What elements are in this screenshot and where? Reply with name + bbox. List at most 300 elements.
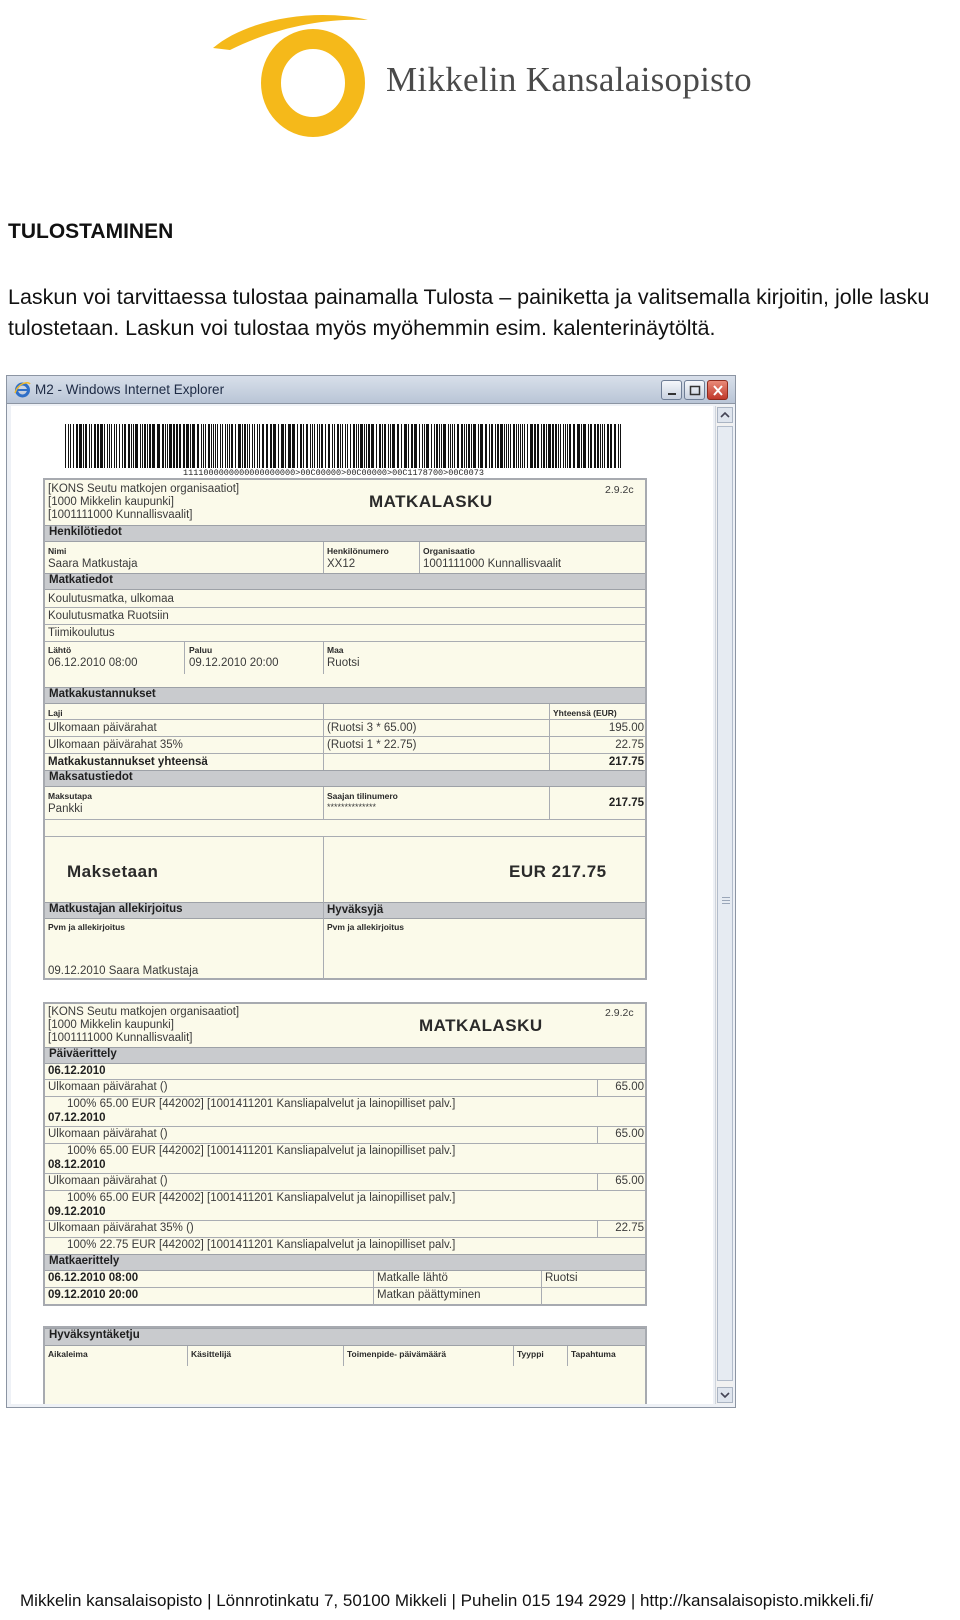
logo-text: Mikkelin Kansalaisopisto (386, 60, 752, 99)
approval-column: Aikaleima (48, 1349, 88, 1359)
barcode-bar (379, 424, 381, 468)
barcode-bar (149, 424, 151, 468)
cost-sum-value: 217.75 (608, 756, 644, 768)
barcode-bar (100, 424, 103, 468)
day-detail: 100% 65.00 EUR [442002] [1001411201 Kansliapalvelut ja lainopilliset palv.] (67, 1192, 456, 1204)
barcode-bar (176, 424, 178, 468)
barcode-bar (306, 424, 308, 468)
barcode-bar (439, 424, 440, 468)
barcode-bar (332, 424, 333, 468)
barcode-bar (65, 424, 66, 468)
barcode-bar (281, 424, 284, 468)
approval-column: Tyyppi (517, 1349, 544, 1359)
day-date: 09.12.2010 (48, 1206, 106, 1218)
barcode-bar (552, 424, 554, 468)
barcode-bar (247, 424, 248, 468)
barcode-bar (620, 424, 621, 468)
barcode-bar (169, 424, 172, 468)
org-line: [1000 Mikkelin kaupunki] (48, 1019, 174, 1031)
minimize-button[interactable] (661, 380, 682, 400)
maximize-icon (688, 384, 702, 397)
section-title: TULOSTAMINEN (8, 220, 174, 243)
barcode-bar (411, 424, 413, 468)
barcode-bar (249, 424, 250, 468)
barcode-bar (190, 424, 191, 468)
barcode-bar (167, 424, 168, 468)
depart-value: 06.12.2010 08:00 (48, 657, 138, 669)
barcode-bar (314, 424, 315, 468)
section-daily: Päiväerittely (45, 1047, 645, 1064)
country-label: Maa (327, 645, 344, 655)
payment-amount: 217.75 (608, 797, 644, 809)
maximize-button[interactable] (684, 380, 705, 400)
traveller-signature-heading: Matkustajan allekirjoitus (49, 903, 183, 915)
barcode-bar (543, 424, 545, 468)
section-trip: Matkatiedot (45, 573, 645, 590)
barcode-bar (583, 424, 586, 468)
approval-column: Käsittelijä (191, 1349, 232, 1359)
barcode-bar (530, 424, 533, 468)
cost-sum-label: Matkakustannukset yhteensä (48, 756, 208, 768)
barcode-bar (508, 424, 509, 468)
barcode-bar (91, 424, 92, 468)
barcode-bar (76, 424, 78, 468)
barcode-bar (408, 424, 409, 468)
barcode-bar (426, 424, 429, 468)
barcode-text: 1111000000000000000000>00C00000>00C00000>00C1178700>00C0073 (183, 468, 484, 478)
barcode-bar (173, 424, 175, 468)
account-value: ************** (327, 802, 377, 812)
barcode-bar (441, 424, 442, 468)
depart-label: Lähtö (48, 645, 72, 655)
barcode-bar (454, 424, 455, 468)
barcode-bar (179, 424, 181, 468)
barcode-bar (600, 424, 601, 468)
barcode-bars (65, 424, 627, 468)
barcode-bar (94, 424, 96, 468)
barcode-bar (558, 424, 559, 468)
trip-event: Matkalle lähtö (377, 1272, 448, 1284)
barcode-bar (79, 424, 82, 468)
barcode-bar (337, 424, 339, 468)
barcode-bar (401, 424, 402, 468)
approver-date-sign-label: Pvm ja allekirjoitus (327, 922, 405, 932)
barcode-bar (257, 424, 258, 468)
barcode-bar (242, 424, 243, 468)
barcode-bar (128, 424, 130, 468)
barcode-bar (325, 424, 326, 468)
name-label: Nimi (48, 546, 67, 556)
barcode-bar (278, 424, 279, 468)
barcode-bar (89, 424, 90, 468)
person-number-value: XX12 (327, 558, 356, 570)
barcode-bar (448, 424, 449, 468)
barcode-bar (205, 424, 206, 468)
barcode-bar (229, 424, 230, 468)
barcode-bar (300, 424, 302, 468)
day-detail: 100% 22.75 EUR [442002] [1001411201 Kansliapalvelut ja lainopilliset palv.] (67, 1239, 456, 1251)
page-footer: Mikkelin kansalaisopisto | Lönnrotinkatu 7, 50100 Mikkeli | Puhelin 015 194 2929 | http://kansalaisopisto.mikkeli.fi/ (20, 1591, 874, 1610)
day-amount: 65.00 (615, 1175, 644, 1187)
barcode-bar (597, 424, 599, 468)
barcode-bar (68, 424, 69, 468)
barcode-bar (358, 424, 359, 468)
barcode-bar (404, 424, 407, 468)
barcode-bar (83, 424, 84, 468)
day-item: Ulkomaan päivärahat () (48, 1175, 168, 1187)
return-label: Paluu (189, 645, 213, 655)
chevron-up-icon (718, 408, 732, 422)
barcode-bar (390, 424, 391, 468)
section-personal: Henkilötiedot (45, 525, 645, 542)
barcode-bar (97, 424, 99, 468)
trip-time: 09.12.2010 20:00 (48, 1289, 139, 1301)
barcode-bar (215, 424, 216, 468)
barcode-bar (152, 424, 155, 468)
barcode-bar (366, 424, 367, 468)
logo (208, 8, 768, 138)
barcode-bar (186, 424, 189, 468)
barcode-bar (254, 424, 255, 468)
barcode-bar (183, 424, 185, 468)
day-detail: 100% 65.00 EUR [442002] [1001411201 Kansliapalvelut ja lainopilliset palv.] (67, 1145, 456, 1157)
barcode-bar (213, 424, 214, 468)
barcode-bar (614, 424, 616, 468)
barcode-bar (356, 424, 357, 468)
invoice-title: MATKALASKU (369, 492, 493, 511)
approval-heading: Hyväksyntäketju (45, 1328, 645, 1346)
barcode-bar (238, 424, 241, 468)
barcode-bar (162, 424, 164, 468)
barcode-bar (340, 424, 341, 468)
trip-line: Koulutusmatka, ulkomaa (48, 593, 174, 605)
barcode-bar (165, 424, 166, 468)
barcode-bar (452, 424, 453, 468)
browser-content (11, 406, 713, 1404)
barcode-bar (220, 424, 221, 468)
barcode-bar (328, 424, 330, 468)
barcode-bar (541, 424, 542, 468)
chevron-down-icon (718, 1388, 732, 1402)
barcode-bar (491, 424, 493, 468)
barcode-bar (504, 424, 505, 468)
barcode-bar (371, 424, 374, 468)
barcode-bar (116, 424, 117, 468)
barcode-bar (109, 424, 110, 468)
barcode-bar (573, 424, 575, 468)
barcode-bar (577, 424, 580, 468)
barcode-bar (618, 424, 619, 468)
barcode-bar (203, 424, 204, 468)
barcode-bar (244, 424, 246, 468)
barcode-bar (382, 424, 383, 468)
barcode-bar (516, 424, 517, 468)
barcode-bar (312, 424, 313, 468)
barcode-bar (510, 424, 511, 468)
barcode-bar (471, 424, 472, 468)
barcode-bar (192, 424, 195, 468)
barcode-bar (500, 424, 503, 468)
pay-amount: EUR 217.75 (509, 862, 607, 881)
barcode-bar (397, 424, 399, 468)
barcode-bar (478, 424, 479, 468)
barcode-bar (73, 424, 74, 468)
barcode-bar (520, 424, 521, 468)
account-label: Saajan tilinumero (327, 791, 398, 801)
barcode-bar (70, 424, 71, 468)
scroll-grip-icon (722, 897, 730, 905)
barcode-bar (497, 424, 499, 468)
cost-amount: 195.00 (608, 722, 644, 734)
barcode-bar (353, 424, 355, 468)
barcode-bar (297, 424, 298, 468)
org-line: [1001111000 Kunnallisvaalit] (48, 509, 193, 521)
cost-type-label: Laji (48, 708, 63, 718)
barcode-bar (419, 424, 420, 468)
barcode-bar (485, 424, 487, 468)
barcode-bar (211, 424, 212, 468)
barcode-bar (468, 424, 470, 468)
day-item: Ulkomaan päivärahat 35% () (48, 1222, 194, 1234)
barcode-bar (142, 424, 143, 468)
barcode-bar (434, 424, 435, 468)
barcode-bar (85, 424, 87, 468)
barcode-bar (252, 424, 253, 468)
section-payment: Maksatustiedot (45, 770, 645, 787)
barcode-bar (107, 424, 108, 468)
barcode-bar (131, 424, 132, 468)
approval-column: Tapahtuma (571, 1349, 616, 1359)
barcode-bar (111, 424, 112, 468)
trip-place: Ruotsi (545, 1272, 578, 1284)
day-amount: 65.00 (615, 1128, 644, 1140)
approval-column: Toimenpide- päivämäärä (347, 1349, 447, 1359)
barcode-bar (321, 424, 323, 468)
barcode-bar (473, 424, 476, 468)
cost-type: Ulkomaan päivärahat (48, 722, 157, 734)
return-value: 09.12.2010 20:00 (189, 657, 279, 669)
barcode-bar (288, 424, 291, 468)
barcode-bar (122, 424, 123, 468)
day-item: Ulkomaan päivärahat () (48, 1128, 168, 1140)
section-costs: Matkakustannukset (45, 687, 645, 704)
barcode-bar (285, 424, 286, 468)
barcode-bar (104, 424, 105, 468)
barcode-bar (222, 424, 223, 468)
org-line: [KONS Seutu matkojen organisaatiot] (48, 483, 240, 495)
browser-window (6, 375, 736, 1408)
barcode-bar (548, 424, 551, 468)
barcode-bar (565, 424, 566, 468)
barcode-bar (424, 424, 425, 468)
barcode-bar (384, 424, 386, 468)
approver-heading: Hyväksyjä (327, 904, 384, 916)
day-date: 08.12.2010 (48, 1159, 106, 1171)
barcode-bar (270, 424, 272, 468)
barcode-bar (464, 424, 465, 468)
barcode-bar (147, 424, 148, 468)
barcode-bar (392, 424, 395, 468)
invoice-form (43, 478, 647, 980)
barcode-bar (140, 424, 141, 468)
organization-value: 1001111000 Kunnallisvaalit (423, 558, 562, 570)
logo-swirl-icon (208, 8, 388, 138)
cost-calc: (Ruotsi 1 * 22.75) (327, 739, 417, 751)
trip-line: Koulutusmatka Ruotsiin (48, 610, 169, 622)
person-number-label: Henkilönumero (327, 546, 389, 556)
day-detail: 100% 65.00 EUR [442002] [1001411201 Kansliapalvelut ja lainopilliset palv.] (67, 1098, 456, 1110)
payment-method-value: Pankki (48, 803, 83, 815)
internet-explorer-icon (14, 381, 31, 398)
barcode-bar (208, 424, 210, 468)
scroll-up-button[interactable] (717, 407, 733, 423)
barcode-bar (590, 424, 592, 468)
barcode-bar (350, 424, 351, 468)
browser-titlebar (7, 376, 735, 404)
cost-type: Ulkomaan päivärahat 35% (48, 739, 183, 751)
barcode-bar (342, 424, 343, 468)
barcode-bar (235, 424, 236, 468)
barcode-bar (262, 424, 264, 468)
barcode-bar (360, 424, 363, 468)
barcode-bar (376, 424, 377, 468)
barcode-bar (569, 424, 571, 468)
barcode-bar (489, 424, 490, 468)
barcode-bar (364, 424, 365, 468)
barcode-bar (217, 424, 218, 468)
barcode-bar (197, 424, 199, 468)
vertical-scrollbar[interactable] (715, 406, 733, 1404)
barcode-bar (602, 424, 603, 468)
traveller-signature-value: 09.12.2010 Saara Matkustaja (48, 965, 199, 977)
close-icon (711, 384, 725, 397)
barcode-bar (522, 424, 523, 468)
barcode-bar (388, 424, 389, 468)
barcode-bar (422, 424, 423, 468)
scroll-down-button[interactable] (717, 1387, 733, 1403)
invoice-form-daily (43, 1002, 647, 1306)
barcode-bar (546, 424, 547, 468)
barcode-bar (518, 424, 519, 468)
minimize-icon (665, 384, 679, 397)
barcode-bar (292, 424, 295, 468)
barcode-bar (588, 424, 589, 468)
day-amount: 65.00 (615, 1081, 644, 1093)
barcode-bar (303, 424, 304, 468)
barcode-bar (201, 424, 202, 468)
traveller-date-sign-label: Pvm ja allekirjoitus (48, 922, 126, 932)
intro-paragraph: Laskun voi tarvittaessa tulostaa painamalla Tulosta – painiketta ja valitsemalla kirjoitin, jolle lasku tulostetaan. Laskun voi tulostaa myös myöhemmin esim. kalenterinäytöltä. (8, 285, 930, 340)
barcode-bar (461, 424, 463, 468)
barcode-bar (259, 424, 260, 468)
barcode-bar (317, 424, 318, 468)
approval-chain (43, 1326, 647, 1404)
barcode-bar (506, 424, 507, 468)
version-label: 2.9.2c (605, 484, 634, 496)
barcode-bar (114, 424, 115, 468)
barcode-bar (563, 424, 564, 468)
browser-title: M2 - Windows Internet Explorer (35, 382, 225, 397)
barcode-bar (273, 424, 276, 468)
barcode-bar (310, 424, 311, 468)
org-line: [KONS Seutu matkojen organisaatiot] (48, 1006, 240, 1018)
barcode-bar (124, 424, 126, 468)
day-amount: 22.75 (615, 1222, 644, 1234)
barcode-bar (450, 424, 451, 468)
invoice-title: MATKALASKU (419, 1016, 543, 1035)
barcode-bar (334, 424, 335, 468)
barcode-bar (319, 424, 320, 468)
barcode-bar (466, 424, 467, 468)
day-date: 07.12.2010 (48, 1112, 106, 1124)
trip-event: Matkan päättyminen (377, 1289, 481, 1301)
scroll-thumb[interactable] (717, 426, 733, 1381)
version-label: 2.9.2c (605, 1007, 634, 1019)
name-value: Saara Matkustaja (48, 558, 138, 570)
barcode-bar (119, 424, 120, 468)
cost-calc: (Ruotsi 3 * 65.00) (327, 722, 417, 734)
barcode-bar (135, 424, 138, 468)
day-date: 06.12.2010 (48, 1065, 106, 1077)
barcode-bar (225, 424, 226, 468)
barcode-bar (495, 424, 496, 468)
barcode (65, 424, 627, 476)
barcode-bar (347, 424, 348, 468)
day-item: Ulkomaan päivärahat () (48, 1081, 168, 1093)
pay-label: Maksetaan (67, 862, 159, 881)
barcode-bar (537, 424, 539, 468)
barcode-bar (604, 424, 605, 468)
section-trip-detail: Matkaerittely (45, 1254, 645, 1271)
barcode-bar (527, 424, 528, 468)
barcode-bar (610, 424, 612, 468)
barcode-bar (266, 424, 268, 468)
organization-label: Organisaatio (423, 546, 475, 556)
barcode-bar (480, 424, 483, 468)
barcode-bar (144, 424, 146, 468)
barcode-bar (555, 424, 557, 468)
org-line: [1000 Mikkelin kaupunki] (48, 496, 174, 508)
cost-total-label: Yhteensä (EUR) (553, 708, 617, 718)
barcode-bar (414, 424, 417, 468)
close-button[interactable] (707, 380, 728, 400)
barcode-bar (227, 424, 228, 468)
org-line: [1001111000 Kunnallisvaalit] (48, 1032, 193, 1044)
barcode-bar (524, 424, 525, 468)
trip-time: 06.12.2010 08:00 (48, 1272, 139, 1284)
barcode-bar (567, 424, 568, 468)
barcode-bar (513, 424, 515, 468)
barcode-bar (231, 424, 233, 468)
barcode-bar (560, 424, 561, 468)
barcode-bar (436, 424, 438, 468)
barcode-bar (607, 424, 609, 468)
payment-method-label: Maksutapa (48, 791, 92, 801)
cost-amount: 22.75 (615, 739, 644, 751)
country-value: Ruotsi (327, 657, 360, 669)
barcode-bar (368, 424, 370, 468)
barcode-bar (534, 424, 536, 468)
barcode-bar (345, 424, 346, 468)
barcode-bar (443, 424, 446, 468)
barcode-bar (157, 424, 160, 468)
barcode-bar (457, 424, 459, 468)
trip-line: Tiimikoulutus (48, 627, 115, 639)
barcode-bar (594, 424, 596, 468)
barcode-bar (133, 424, 134, 468)
barcode-bar (581, 424, 582, 468)
barcode-bar (431, 424, 432, 468)
